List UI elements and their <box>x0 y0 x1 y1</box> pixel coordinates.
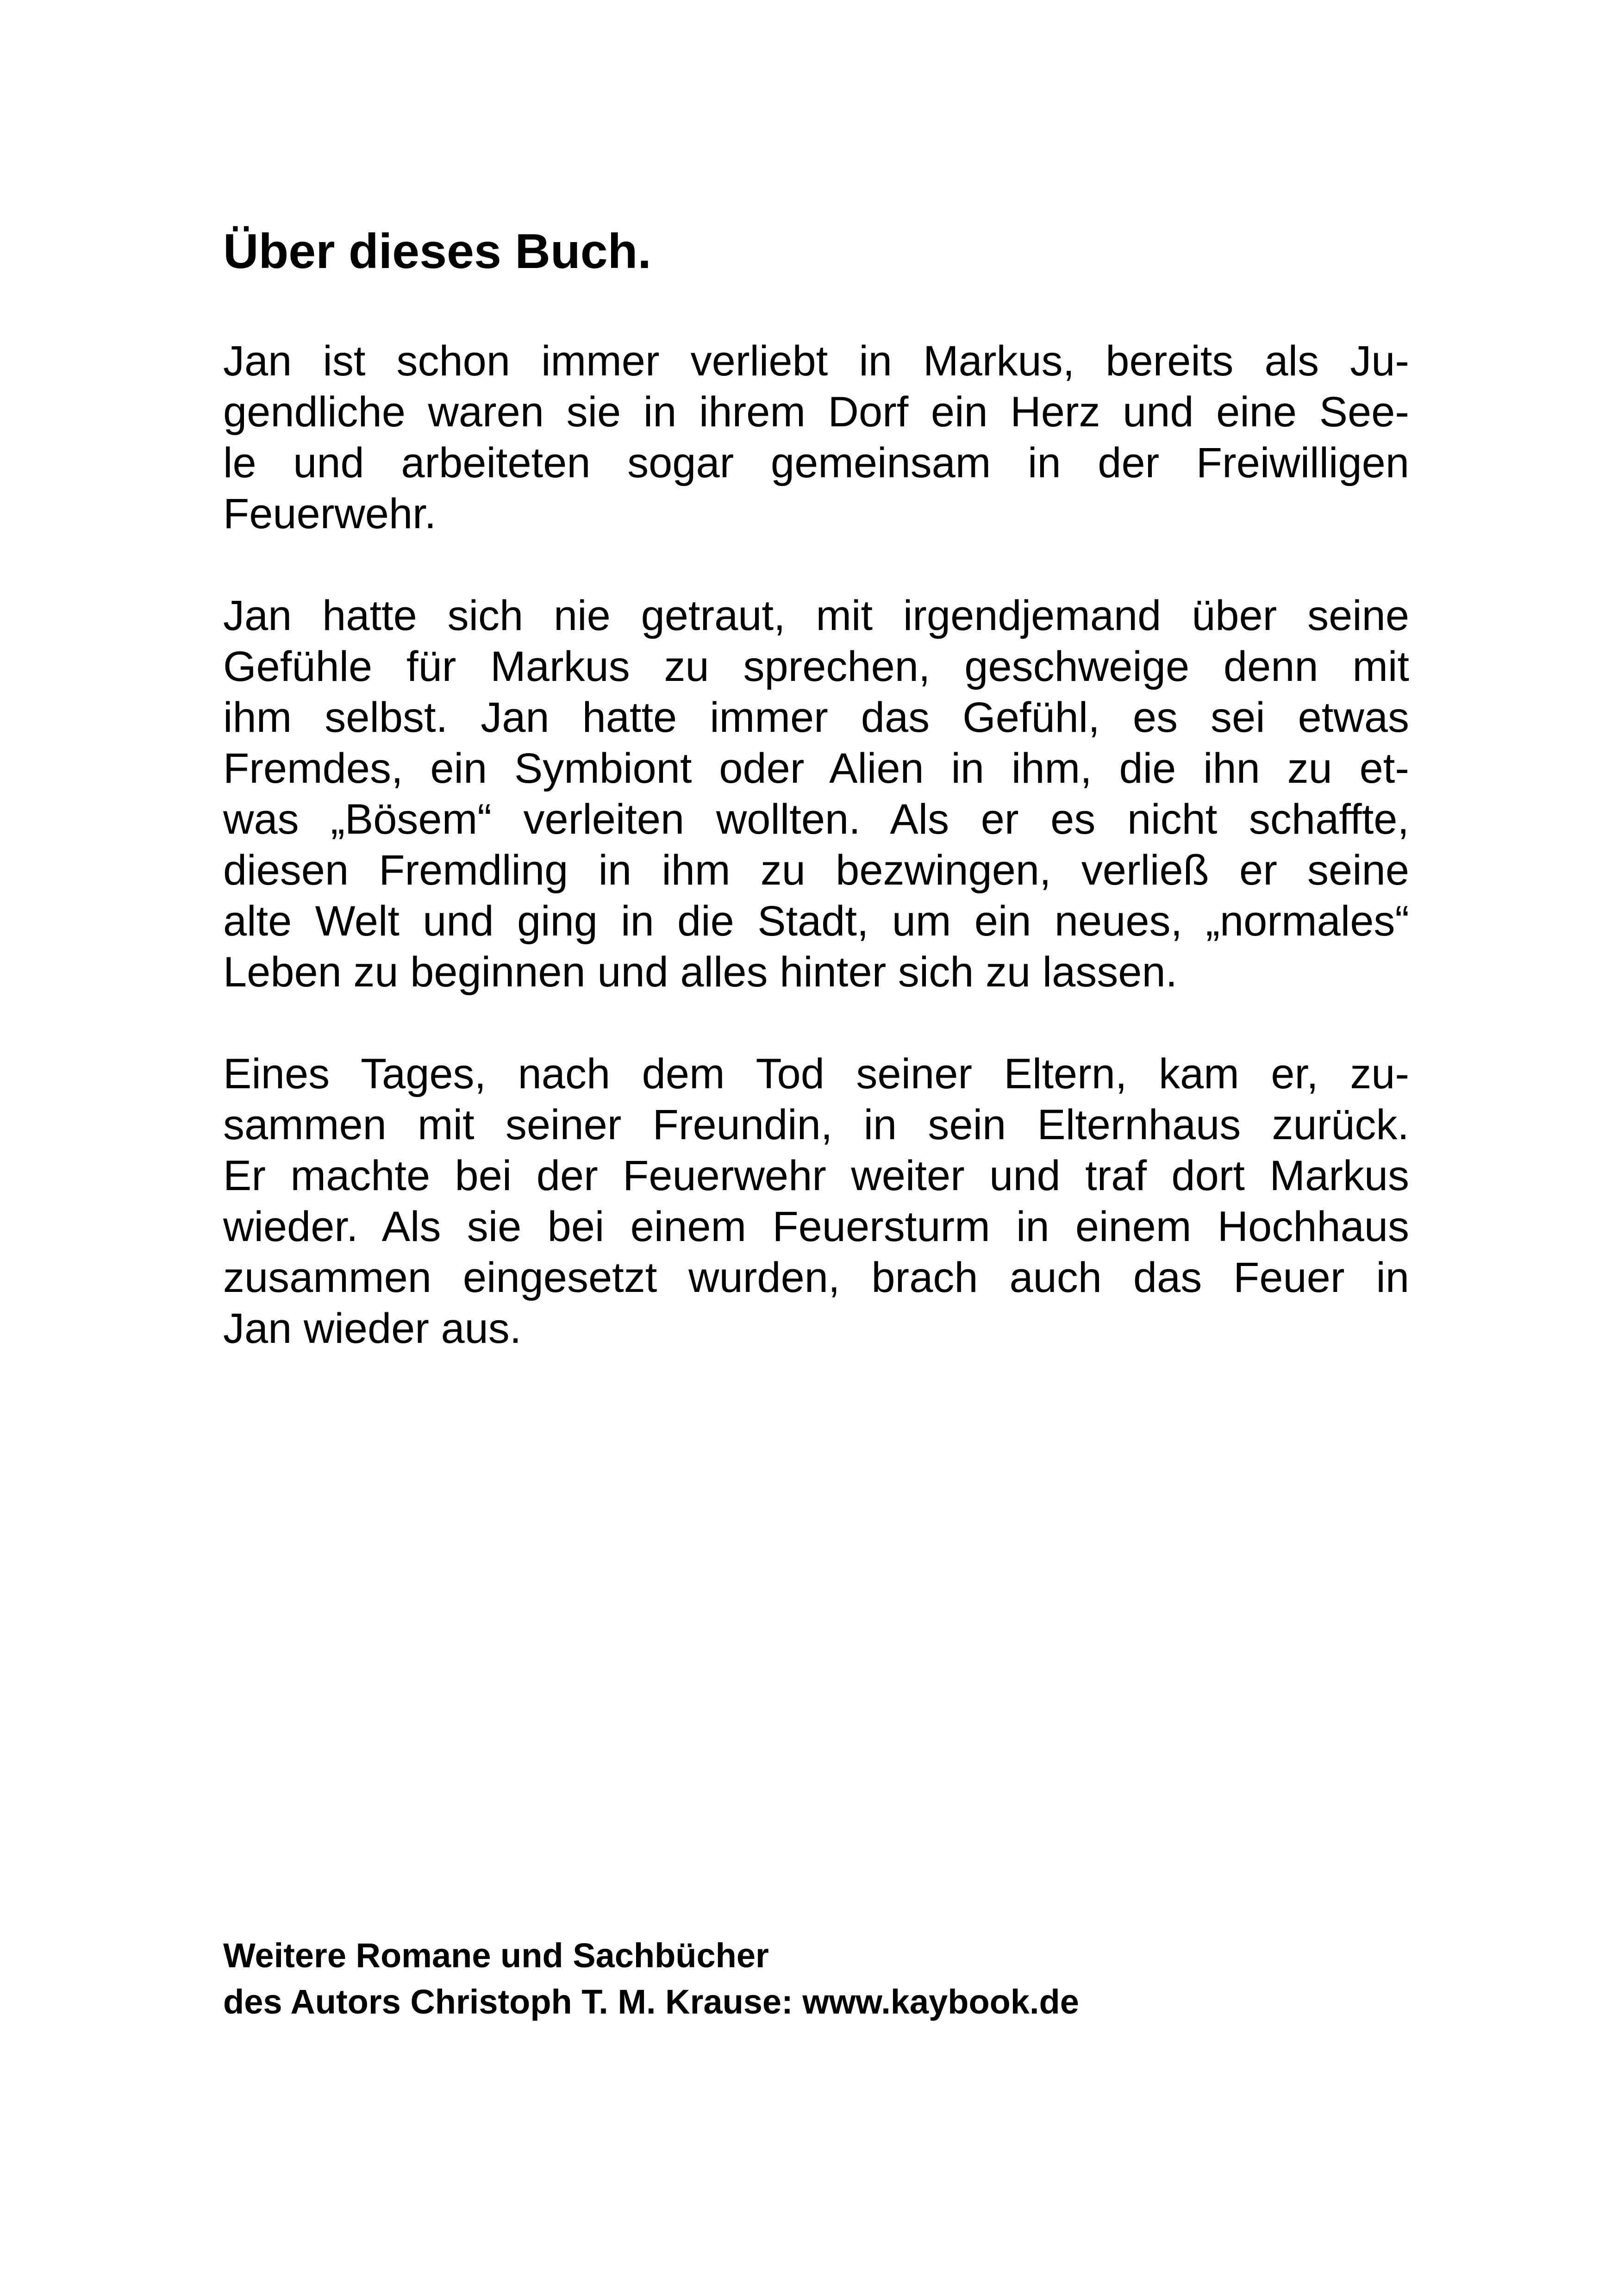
text-line: gendliche waren sie in ihrem Dorf ein Herz und eine See- <box>223 388 1409 436</box>
paragraph-3 <box>223 1048 1409 1354</box>
text-line: le und arbeiteten sogar gemeinsam in der Freiwilligen <box>223 439 1409 486</box>
author-footer <box>223 1933 1079 2025</box>
text-line: wieder. Als sie bei einem Feuersturm in einem Hochhaus <box>223 1203 1409 1250</box>
text-line: Feuerwehr. <box>223 490 437 537</box>
text-line: alte Welt und ging in die Stadt, um ein neues, „normales“ <box>223 898 1409 945</box>
text-line: Leben zu beginnen und alles hinter sich zu lassen. <box>223 948 1178 996</box>
text-line: was „Bösem“ verleiten wollten. Als er es nicht schaffte, <box>223 796 1409 843</box>
text-line: Er machte bei der Feuerwehr weiter und traf dort Markus <box>223 1152 1409 1199</box>
footer-line: Weitere Romane und Sachbücher <box>223 1936 769 1975</box>
page-title: Über dieses Buch. <box>223 224 651 279</box>
text-line: Jan wieder aus. <box>223 1305 522 1352</box>
paragraph-1 <box>223 336 1409 539</box>
text-line: Gefühle für Markus zu sprechen, geschweige denn mit <box>223 643 1409 690</box>
text-line: Eines Tages, nach dem Tod seiner Eltern, kam er, zu- <box>223 1050 1409 1098</box>
text-line: Fremdes, ein Symbiont oder Alien in ihm, die ihn zu et- <box>223 745 1409 792</box>
text-line: sammen mit seiner Freundin, in sein Elternhaus zurück. <box>223 1101 1409 1148</box>
text-line: Jan hatte sich nie getraut, mit irgendjemand über seine <box>223 592 1409 639</box>
text-line: ihm selbst. Jan hatte immer das Gefühl, es sei etwas <box>223 694 1409 741</box>
paragraph-2 <box>223 590 1409 998</box>
footer-line-website: des Autors Christoph T. M. Krause: www.kaybook.de <box>223 1983 1079 2021</box>
text-line: Jan ist schon immer verliebt in Markus, bereits als Ju- <box>223 337 1409 385</box>
blurb-body <box>223 336 1409 1405</box>
text-line: zusammen eingesetzt wurden, brach auch das Feuer in <box>223 1254 1409 1301</box>
text-line: diesen Fremdling in ihm zu bezwingen, verließ er seine <box>223 847 1409 894</box>
